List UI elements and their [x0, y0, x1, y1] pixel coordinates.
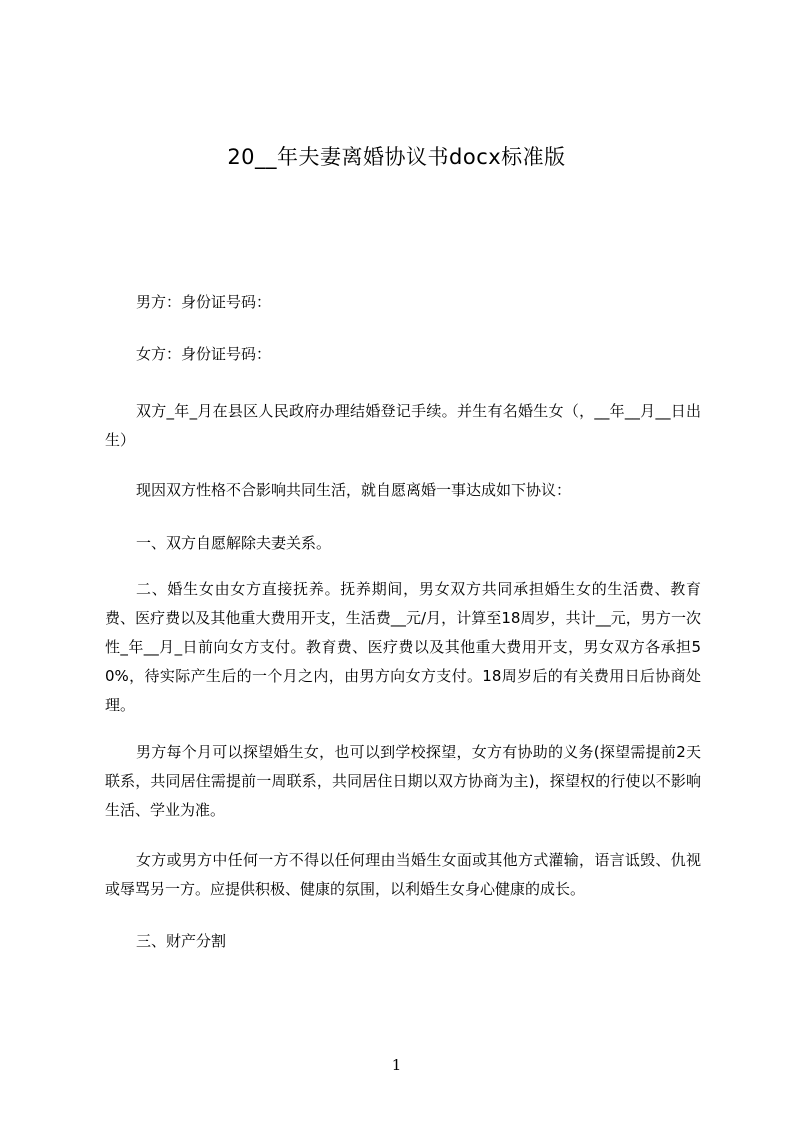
paragraph-no-disparagement: 女方或男方中任何一方不得以任何理由当婚生女面或其他方式灌输，语言诋毁、仇视或辱骂另一方。应提供积极、健康的氛围，以利婚生女身心健康的成长。: [105, 851, 701, 898]
paragraph-clause-one: 一、双方自愿解除夫妻关系。: [136, 534, 332, 552]
paragraph-female-id: 女方：身份证号码：: [136, 345, 272, 363]
paragraph-male-id: 男方：身份证号码：: [136, 293, 272, 311]
paragraph-agreement-intro: 现因双方性格不合影响共同生活，就自愿离婚一事达成如下协议：: [136, 481, 572, 499]
page-number: 1: [391, 1056, 402, 1074]
paragraph-clause-two: 二、婚生女由女方直接抚养。抚养期间，男女双方共同承担婚生女的生活费、教育费、医疗费以及其他重大费用开支，生活费__元/月，计算至18周岁，共计__元，男方一次性_年__月_日前向女方支付。教育费、医疗费以及其他重大费用开支，男女双方各承担50%，待实际产生后的一个月之内，由男方向女方支付。18周岁后的有关费用日后协商处理。: [105, 580, 701, 714]
document-title: 20__年夫妻离婚协议书docx标准版: [227, 145, 566, 169]
paragraph-marriage-registration: 双方_年_月在县区人民政府办理结婚登记手续。并生有名婚生女（，__年__月__日出生）: [105, 402, 701, 449]
paragraph-clause-three: 三、财产分割: [136, 932, 227, 950]
paragraph-visitation: 男方每个月可以探望婚生女，也可以到学校探望，女方有协助的义务(探望需提前2天联系，共同居住需提前一周联系，共同居住日期以双方协商为主)，探望权的行使以不影响生活、学业为准。: [105, 743, 701, 819]
